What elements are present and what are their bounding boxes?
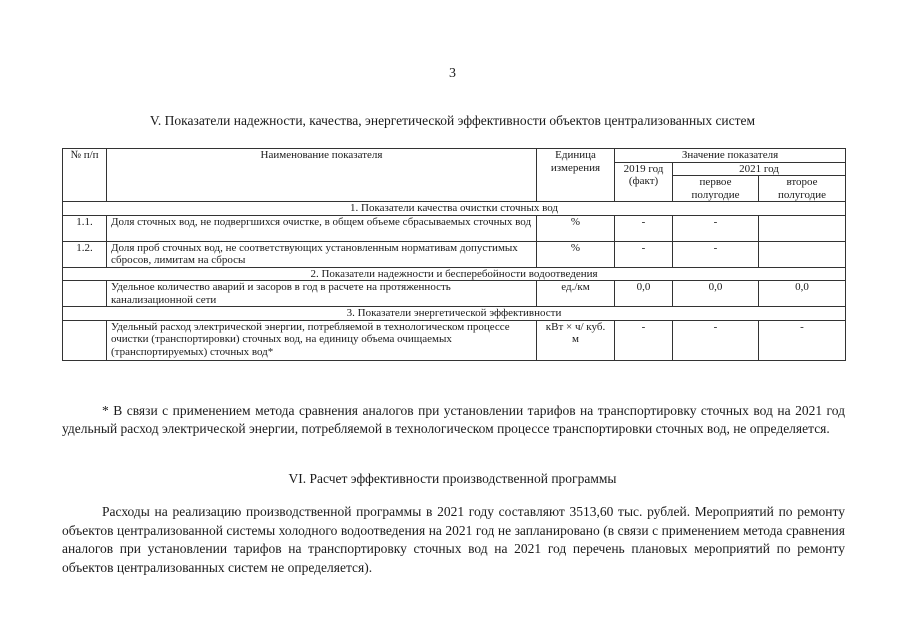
group-title: 1. Показатели качества очистки сточных вод	[63, 202, 846, 216]
row-h1: 0,0	[673, 281, 759, 307]
row-2019: -	[615, 320, 673, 360]
row-num	[63, 281, 107, 307]
group-title: 2. Показатели надежности и бесперебойности водоотведения	[63, 267, 846, 281]
section-v-title: V. Показатели надежности, качества, энергетической эффективности объектов централизованных систем	[149, 113, 756, 128]
header-2019: 2019 год (факт)	[615, 162, 673, 202]
row-name: Доля проб сточных вод, не соответствующих установленным нормативам допустимых сбросов, лимитам на сбросы	[107, 241, 537, 267]
body-paragraph: Расходы на реализацию производственной программы в 2021 году составляют 3513,60 тыс. рублей. Мероприятий по ремонту объектов централизованной системы холодного водоотведения на 2021 год не запланировано (в связи с применением метода сравнения аналогов при установлении тарифов на транспортировку сточных вод на 2021 год перечень плановых мероприятий по ремонту объектов централизованных систем не определяется).	[62, 504, 845, 575]
row-h1: -	[673, 241, 759, 267]
table-row	[63, 281, 846, 307]
row-h2: 0,0	[759, 281, 846, 307]
row-name: Удельное количество аварий и засоров в год в расчете на протяженность канализационной сети	[107, 281, 537, 307]
row-2019: -	[615, 241, 673, 267]
group-title: 3. Показатели энергетической эффективности	[63, 307, 846, 321]
table-row	[63, 320, 846, 360]
header-h1: первое полугодие	[673, 176, 759, 202]
row-unit: %	[537, 241, 615, 267]
row-name: Доля сточных вод, не подвергшихся очистке, в общем объеме сбрасываемых сточных вод	[107, 215, 537, 241]
indicators-table	[62, 148, 846, 361]
row-unit: кВт × ч/ куб. м	[537, 320, 615, 360]
row-2019: 0,0	[615, 281, 673, 307]
section-vi-title: VI. Расчет эффективности производственной программы	[288, 471, 617, 486]
row-h2	[759, 215, 846, 241]
row-unit: ед./км	[537, 281, 615, 307]
row-num: 1.1.	[63, 215, 107, 241]
header-name: Наименование показателя	[107, 149, 537, 202]
row-h1: -	[673, 215, 759, 241]
row-unit: %	[537, 215, 615, 241]
row-h1: -	[673, 320, 759, 360]
row-num: 1.2.	[63, 241, 107, 267]
row-h2: -	[759, 320, 846, 360]
row-name: Удельный расход электрической энергии, потребляемой в технологическом процессе очистки (транспортировки) сточных вод, на единицу объема очищаемых (транспортируемых) сточных вод*	[107, 320, 537, 360]
row-h2	[759, 241, 846, 267]
row-2019: -	[615, 215, 673, 241]
header-h2: второе полугодие	[759, 176, 846, 202]
table-row	[63, 215, 846, 241]
header-num: № п/п	[63, 149, 107, 202]
page-number: 3	[449, 66, 456, 81]
header-2021: 2021 год	[673, 162, 846, 176]
table-row	[63, 241, 846, 267]
row-num	[63, 320, 107, 360]
header-unit: Единица измерения	[537, 149, 615, 202]
header-value: Значение показателя	[615, 149, 846, 163]
footnote: * В связи с применением метода сравнения аналогов при установлении тарифов на транспортировку сточных вод на 2021 год удельный расход электрической энергии, потребляемой в технологическом процессе транспортировки сточных вод, не определяется.	[62, 403, 845, 436]
